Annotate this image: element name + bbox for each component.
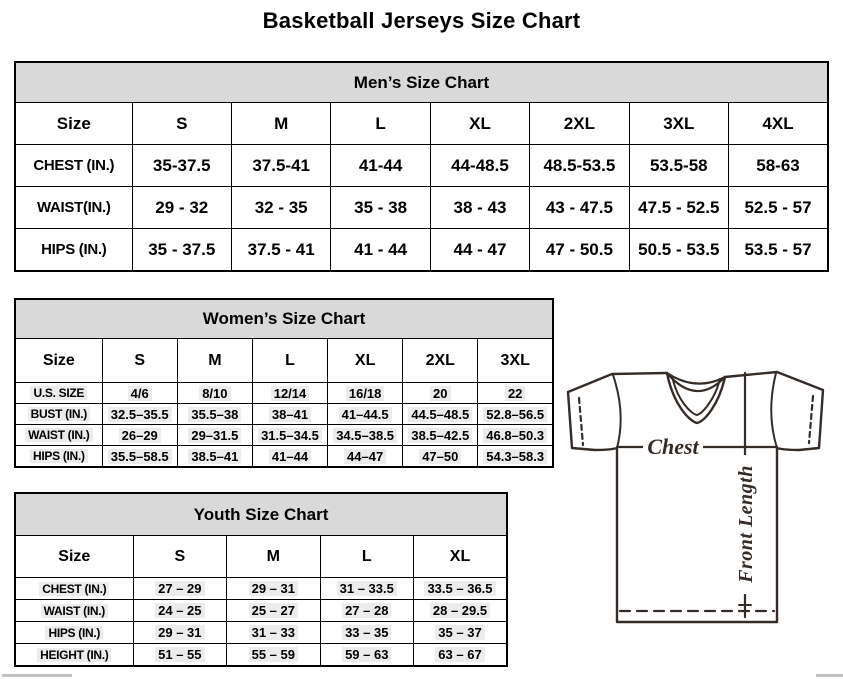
- size-value-cell: [102, 446, 177, 468]
- row-label-cell: [15, 644, 133, 667]
- size-value-cell: 47.5 - 52.5: [629, 187, 728, 229]
- row-label-cell: CHEST (IN.): [15, 145, 132, 187]
- size-value-cell: 41-44: [331, 145, 430, 187]
- row-label-text: WAIST (IN.): [25, 428, 92, 442]
- jersey-outline: [568, 372, 823, 622]
- measurement-row: [15, 187, 828, 229]
- size-value-cell: [227, 644, 320, 667]
- measurement-row: [15, 383, 553, 404]
- size-value-text: 47–50: [419, 449, 461, 464]
- size-value-text: 41–44.5: [339, 407, 392, 422]
- measurement-row: [15, 600, 507, 622]
- size-value-cell: [328, 404, 403, 425]
- size-value-text: 51 – 55: [155, 647, 204, 662]
- horizontal-scrollbar-fragment-right[interactable]: [816, 674, 843, 677]
- size-value-cell: [413, 600, 507, 622]
- size-column-header: S: [132, 103, 231, 145]
- mens-size-table: [14, 61, 829, 272]
- measurement-row: [15, 446, 553, 468]
- size-value-text: 31.5–34.5: [258, 428, 322, 443]
- size-value-cell: [413, 644, 507, 667]
- size-value-text: 41–44: [269, 449, 311, 464]
- size-value-text: 24 – 25: [155, 603, 204, 618]
- size-column-header: 4XL: [729, 103, 829, 145]
- size-value-text: 27 – 29: [155, 581, 204, 596]
- size-value-cell: [328, 446, 403, 468]
- size-value-text: 54.3–58.3: [483, 449, 547, 464]
- size-value-text: 44.5–48.5: [408, 407, 472, 422]
- size-value-cell: [478, 383, 553, 404]
- size-column-header: M: [227, 536, 320, 578]
- size-value-text: 35.5–58.5: [108, 449, 172, 464]
- size-value-cell: 32 - 35: [231, 187, 330, 229]
- measurement-row: [15, 145, 828, 187]
- size-header-cell: Size: [15, 536, 133, 578]
- row-label-text: WAIST (IN.): [41, 604, 108, 618]
- size-header-cell: Size: [15, 339, 102, 383]
- row-label-text: HEIGHT (IN.): [37, 648, 111, 662]
- size-value-text: 38.5–42.5: [408, 428, 472, 443]
- row-label-text: CHEST (IN.): [39, 582, 109, 596]
- size-value-cell: 58-63: [729, 145, 829, 187]
- size-value-cell: [320, 622, 413, 644]
- size-value-cell: [320, 644, 413, 667]
- size-value-cell: [328, 425, 403, 446]
- size-column-header: S: [102, 339, 177, 383]
- size-value-text: 8/10: [199, 386, 230, 401]
- size-column-header: XL: [328, 339, 403, 383]
- size-value-text: 34.5–38.5: [333, 428, 397, 443]
- size-value-text: 27 – 28: [342, 603, 391, 618]
- size-value-cell: 43 - 47.5: [530, 187, 629, 229]
- size-value-cell: 44 - 47: [430, 229, 529, 272]
- size-value-text: 55 – 59: [249, 647, 298, 662]
- measurement-row: [15, 404, 553, 425]
- size-value-text: 31 – 33: [249, 625, 298, 640]
- sleeve-cuff-dash-left: [579, 398, 583, 445]
- size-value-cell: [227, 600, 320, 622]
- size-value-text: 29 – 31: [249, 581, 298, 596]
- size-value-cell: 35 - 37.5: [132, 229, 231, 272]
- size-value-text: 16/18: [346, 386, 385, 401]
- measurement-row: [15, 644, 507, 667]
- row-label-text: HIPS (IN.): [45, 626, 103, 640]
- size-value-cell: 50.5 - 53.5: [629, 229, 728, 272]
- size-value-text: 52.8–56.5: [483, 407, 547, 422]
- size-value-cell: [133, 578, 226, 600]
- size-column-header: 2XL: [403, 339, 478, 383]
- size-value-cell: [403, 404, 478, 425]
- size-column-header: L: [252, 339, 327, 383]
- row-label-text: U.S. SIZE: [30, 386, 87, 400]
- size-value-cell: [227, 578, 320, 600]
- size-value-text: 29 – 31: [155, 625, 204, 640]
- size-value-cell: [403, 383, 478, 404]
- row-label-cell: [15, 383, 102, 404]
- row-label-cell: [15, 578, 133, 600]
- size-value-text: 44–47: [344, 449, 386, 464]
- youth-size-table: [14, 492, 508, 667]
- size-value-cell: [177, 383, 252, 404]
- size-value-cell: [252, 425, 327, 446]
- horizontal-scrollbar-fragment-left[interactable]: [2, 674, 72, 677]
- vneck-collar: [667, 373, 725, 423]
- size-value-cell: [133, 600, 226, 622]
- size-value-text: 29–31.5: [188, 428, 241, 443]
- size-value-cell: [320, 578, 413, 600]
- size-value-cell: [478, 446, 553, 468]
- measurement-row: [15, 229, 828, 272]
- row-label-cell: WAIST(IN.): [15, 187, 132, 229]
- row-label-cell: [15, 446, 102, 468]
- size-value-text: 20: [430, 386, 450, 401]
- size-value-text: 59 – 63: [342, 647, 391, 662]
- size-value-cell: [177, 446, 252, 468]
- size-value-cell: [320, 600, 413, 622]
- row-label-text: BUST (IN.): [28, 407, 90, 421]
- size-value-cell: [478, 404, 553, 425]
- size-column-header: M: [231, 103, 330, 145]
- row-label-cell: HIPS (IN.): [15, 229, 132, 272]
- chest-label: Chest: [647, 434, 699, 459]
- row-label-cell: [15, 404, 102, 425]
- size-column-header: 3XL: [629, 103, 728, 145]
- measurement-row: [15, 578, 507, 600]
- size-value-cell: 35-37.5: [132, 145, 231, 187]
- size-value-cell: 41 - 44: [331, 229, 430, 272]
- size-value-cell: [252, 404, 327, 425]
- womens-chart-title: Women’s Size Chart: [15, 299, 553, 339]
- size-value-text: 22: [505, 386, 525, 401]
- size-value-text: 35 – 37: [435, 625, 484, 640]
- size-value-cell: 53.5 - 57: [729, 229, 829, 272]
- size-value-cell: 48.5-53.5: [530, 145, 629, 187]
- size-column-header: L: [320, 536, 413, 578]
- size-value-cell: 52.5 - 57: [729, 187, 829, 229]
- size-value-text: 26–29: [119, 428, 161, 443]
- size-value-text: 33 – 35: [342, 625, 391, 640]
- size-column-header: 2XL: [530, 103, 629, 145]
- size-column-header: M: [177, 339, 252, 383]
- size-value-cell: [403, 446, 478, 468]
- size-value-cell: [328, 383, 403, 404]
- size-column-header: 3XL: [478, 339, 553, 383]
- size-value-cell: [413, 622, 507, 644]
- size-value-text: 4/6: [128, 386, 152, 401]
- size-value-cell: 44-48.5: [430, 145, 529, 187]
- size-value-cell: [413, 578, 507, 600]
- size-value-text: 25 – 27: [249, 603, 298, 618]
- size-value-cell: 29 - 32: [132, 187, 231, 229]
- page-title: Basketball Jerseys Size Chart: [262, 8, 581, 33]
- size-column-header: S: [133, 536, 226, 578]
- womens-size-table: [14, 298, 554, 468]
- size-value-cell: 37.5-41: [231, 145, 330, 187]
- size-value-cell: [177, 404, 252, 425]
- size-value-cell: [133, 622, 226, 644]
- size-header-cell: Size: [15, 103, 132, 145]
- row-label-text: HIPS (IN.): [30, 449, 88, 463]
- size-column-header: L: [331, 103, 430, 145]
- size-column-header: XL: [413, 536, 507, 578]
- mens-chart-title: Men’s Size Chart: [15, 62, 828, 103]
- size-value-cell: [133, 644, 226, 667]
- size-value-text: 35.5–38: [188, 407, 241, 422]
- size-value-cell: 38 - 43: [430, 187, 529, 229]
- size-value-cell: [403, 425, 478, 446]
- size-value-cell: [252, 383, 327, 404]
- jersey-measurement-diagram: [555, 358, 840, 634]
- measurement-row: [15, 622, 507, 644]
- size-value-text: 46.8–50.3: [483, 428, 547, 443]
- size-value-cell: 35 - 38: [331, 187, 430, 229]
- size-value-text: 31 – 33.5: [337, 581, 397, 596]
- measurement-row: [15, 425, 553, 446]
- size-value-cell: 37.5 - 41: [231, 229, 330, 272]
- size-value-cell: [102, 425, 177, 446]
- size-value-text: 63 – 67: [435, 647, 484, 662]
- row-label-cell: [15, 600, 133, 622]
- size-value-text: 38–41: [269, 407, 311, 422]
- size-value-cell: [478, 425, 553, 446]
- row-label-cell: [15, 425, 102, 446]
- size-value-text: 32.5–35.5: [108, 407, 172, 422]
- size-value-text: 28 – 29.5: [430, 603, 490, 618]
- size-value-text: 12/14: [271, 386, 310, 401]
- size-value-text: 33.5 – 36.5: [424, 581, 495, 596]
- size-value-cell: 53.5-58: [629, 145, 728, 187]
- front-length-label: Front Length: [735, 465, 757, 583]
- size-column-header: XL: [430, 103, 529, 145]
- size-value-cell: [177, 425, 252, 446]
- size-value-cell: [102, 383, 177, 404]
- sleeve-cuff-dash-right: [809, 396, 813, 443]
- size-value-cell: [102, 404, 177, 425]
- size-value-cell: [227, 622, 320, 644]
- size-value-text: 38.5–41: [188, 449, 241, 464]
- size-value-cell: 47 - 50.5: [530, 229, 629, 272]
- row-label-cell: [15, 622, 133, 644]
- youth-chart-title: Youth Size Chart: [15, 493, 507, 536]
- size-value-cell: [252, 446, 327, 468]
